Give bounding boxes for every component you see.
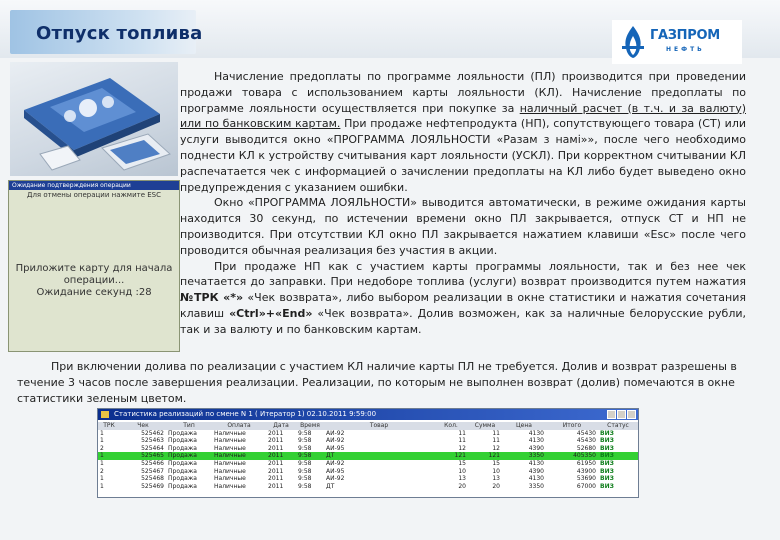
- column-header[interactable]: ТРК: [98, 422, 120, 430]
- table-cell-time: 9:58: [298, 429, 312, 437]
- table-cell-time: 9:58: [296, 452, 324, 460]
- table-cell-pay: Наличные: [214, 467, 246, 475]
- ctrl-end-combination: «Ctrl»+«End»: [229, 306, 313, 320]
- table-cell-pay: Наличные: [212, 452, 266, 460]
- table-row[interactable]: [98, 430, 638, 438]
- table-header-row: [98, 422, 638, 430]
- table-cell-date: 2011: [268, 475, 284, 483]
- table-cell-pay: Наличные: [214, 482, 246, 490]
- table-cell-check: 525463: [141, 437, 164, 445]
- table-cell-qty: 20: [458, 482, 466, 490]
- table-cell-sum: 121: [468, 452, 502, 460]
- table-cell-time: 9:58: [298, 444, 312, 452]
- maximize-button[interactable]: [617, 410, 626, 419]
- table-cell-product: ДТ: [324, 452, 434, 460]
- table-cell-pay: Наличные: [214, 459, 246, 467]
- table-cell-price: 4130: [528, 459, 544, 467]
- column-header[interactable]: Итого: [546, 422, 598, 430]
- main-text-block: [180, 69, 746, 338]
- table-cell-date: 2011: [268, 459, 284, 467]
- table-cell-price: 3350: [502, 452, 546, 460]
- underlined-payment-methods: наличный расчет (в т.ч. и за валюту) или по банковским картам.: [180, 101, 746, 131]
- table-cell-qty: 13: [458, 475, 466, 483]
- table-cell-trk: 1: [100, 459, 104, 467]
- logo-subtext: НЕФТЬ: [666, 46, 705, 53]
- paragraph-refund: При продаже НП как с участием карты программы лояльности, так и без нее чек печатается до заправки. При недоборе топлива (услуги) возврат производится путем нажатия №ТРК «*» «Чек возврата», либо выбором реализации в окне статистики и нажатия сочетания клавиш «Ctrl»+«End» «Чек возврата». Долив возможен, как за наличные белорусские рубли, так и за валюту и по банковским картам.: [180, 259, 746, 336]
- trk-key-combination: №ТРК «*»: [180, 291, 244, 305]
- dialog-line-2: операции...: [63, 275, 125, 286]
- table-cell-sum: 20: [492, 482, 500, 490]
- table-row[interactable]: [98, 475, 638, 483]
- table-cell-time: 9:58: [298, 459, 312, 467]
- table-cell-status: ВИЗ: [598, 452, 638, 460]
- table-cell-price: 4130: [528, 437, 544, 445]
- table-cell-check: 525468: [141, 475, 164, 483]
- column-header[interactable]: Дата: [266, 422, 296, 430]
- table-cell-date: 2011: [266, 452, 296, 460]
- table-cell-trk: 1: [100, 482, 104, 490]
- dialog-hint: Для отмены операции нажмите ESC: [26, 191, 161, 199]
- table-cell-status: ВИЗ: [600, 482, 614, 490]
- table-cell-status: ВИЗ: [600, 444, 614, 452]
- table-cell-total: 405350: [546, 452, 598, 460]
- table-cell-product: АИ-95: [326, 444, 345, 452]
- minimize-button[interactable]: [607, 410, 616, 419]
- column-header[interactable]: Товар: [324, 422, 434, 430]
- table-cell-product: ДТ: [326, 482, 335, 490]
- table-cell-sum: 10: [492, 467, 500, 475]
- table-cell-price: 4130: [528, 429, 544, 437]
- table-cell-pay: Наличные: [214, 444, 246, 452]
- table-cell-qty: 11: [458, 429, 466, 437]
- table-cell-check: 525462: [141, 429, 164, 437]
- paragraph-top-up: При включении долива по реализации с участием КЛ наличие карты ПЛ не требуется. Долив и возврат разрешены в течение 3 часов после завершения реализации. Реализации, по которым не выполнен возврат (долив) помечаются в окне статистики зеленым цветом.: [17, 360, 737, 405]
- table-row[interactable]: [98, 460, 638, 468]
- table-cell-type: Продажа: [168, 459, 197, 467]
- table-cell-product: АИ-92: [326, 459, 345, 467]
- stats-title: Статистика реализаций по смене N 1 ( Итератор 1) 02.10.2011 9:59:00: [114, 410, 377, 418]
- table-cell-pay: Наличные: [214, 429, 246, 437]
- table-cell-total: 45430: [576, 429, 596, 437]
- column-header[interactable]: Цена: [502, 422, 546, 430]
- page-title: Отпуск топлива: [36, 23, 203, 44]
- table-cell-trk: 2: [100, 444, 104, 452]
- table-cell-type: Продажа: [168, 429, 197, 437]
- table-cell-sum: 15: [492, 459, 500, 467]
- table-cell-qty: 12: [458, 444, 466, 452]
- table-cell-qty: 11: [458, 437, 466, 445]
- table-cell-status: ВИЗ: [600, 475, 614, 483]
- table-cell-qty: 15: [458, 459, 466, 467]
- table-cell-total: 53690: [576, 475, 596, 483]
- table-cell-time: 9:58: [298, 475, 312, 483]
- table-cell-trk: 1: [100, 429, 104, 437]
- column-header[interactable]: Статус: [598, 422, 638, 430]
- table-cell-status: ВИЗ: [600, 437, 614, 445]
- column-header[interactable]: Время: [296, 422, 324, 430]
- table-cell-check: 525467: [141, 467, 164, 475]
- table-cell-trk: 1: [100, 475, 104, 483]
- table-cell-type: Продажа: [168, 482, 197, 490]
- column-header[interactable]: Чек: [120, 422, 166, 430]
- table-row[interactable]: [98, 445, 638, 453]
- table-row[interactable]: [98, 483, 638, 491]
- table-cell-pay: Наличные: [214, 475, 246, 483]
- table-cell-type: Продажа: [168, 475, 197, 483]
- table-cell-check: 525469: [141, 482, 164, 490]
- table-cell-status: ВИЗ: [600, 459, 614, 467]
- table-cell-date: 2011: [268, 467, 284, 475]
- window-app-icon: [101, 411, 109, 418]
- paragraph-loyalty-window: Окно «ПРОГРАММА ЛОЯЛЬНОСТИ» выводится автоматически, в режиме ожидания карты находится 30 секунд, по истечении времени окно ПЛ закрывается, отпуск СТ и НП не производится. При отсутствии КЛ окно ПЛ закрывается нажатием клавиши «Esc» после чего проводится обычная реализация без участия в акции.: [180, 196, 746, 257]
- table-cell-trk: 1: [100, 437, 104, 445]
- table-cell-total: 52680: [576, 444, 596, 452]
- table-cell-sum: 11: [492, 429, 500, 437]
- table-cell-price: 4130: [528, 475, 544, 483]
- table-cell-check: 525464: [141, 444, 164, 452]
- table-cell-product: АИ-92: [326, 437, 345, 445]
- column-header[interactable]: Кол.: [434, 422, 468, 430]
- table-cell-pay: Наличные: [214, 437, 246, 445]
- table-cell-date: 2011: [268, 437, 284, 445]
- gazprom-neft-logo: [612, 20, 742, 64]
- dialog-message: [9, 263, 179, 299]
- paragraph-prepayment: Начисление предоплаты по программе лояльности (ПЛ) производится при проведении продажи товара с использованием карты лояльности (КЛ). Начисление предоплаты по программе лояльности осуществляется при покупке за наличный расчет (в т.ч. и за валюту) или по банковским картам. При продаже нефтепродукта (НП), сопутствующего товара (СТ) или услуги выводится окно «ПРОГРАММА ЛОЯЛЬНОСТИ «Разам з намі»», после чего необходимо поднести КЛ к устройству считывания карт лояльности (УСКЛ). При корректном считывании КЛ распечатается чек с информацией о зачислении предоплаты на КЛ либо будет выведено окно предупреждения с указанием ошибки.: [180, 70, 747, 194]
- table-cell-sum: 13: [492, 475, 500, 483]
- table-cell-status: ВИЗ: [600, 429, 614, 437]
- table-cell-date: 2011: [268, 444, 284, 452]
- table-cell-product: АИ-95: [326, 467, 345, 475]
- table-cell-total: 43900: [576, 467, 596, 475]
- table-cell-qty: 121: [434, 452, 468, 460]
- table-cell-type: Продажа: [166, 452, 212, 460]
- table-cell-time: 9:58: [298, 467, 312, 475]
- table-cell-product: АИ-92: [326, 475, 345, 483]
- column-header[interactable]: Оплата: [212, 422, 266, 430]
- table-cell-sum: 12: [492, 444, 500, 452]
- table-cell-date: 2011: [268, 482, 284, 490]
- table-cell-check: 525465: [120, 452, 166, 460]
- table-row[interactable]: [98, 437, 638, 445]
- table-cell-total: 67000: [576, 482, 596, 490]
- table-cell-price: 4390: [528, 467, 544, 475]
- table-row[interactable]: [98, 452, 638, 460]
- loyalty-program-dialog: [8, 180, 180, 352]
- table-cell-type: Продажа: [168, 444, 197, 452]
- close-button[interactable]: [627, 410, 636, 419]
- table-cell-type: Продажа: [168, 437, 197, 445]
- sales-table[interactable]: [98, 422, 638, 490]
- table-cell-price: 3350: [528, 482, 544, 490]
- table-cell-trk: 2: [100, 467, 104, 475]
- dialog-line-1: Приложите карту для начала: [15, 263, 173, 274]
- table-cell-total: 61950: [576, 459, 596, 467]
- logo-word: ГАЗПРОМ: [650, 28, 720, 43]
- table-row[interactable]: [98, 468, 638, 476]
- loyalty-card-reader-photo: [10, 62, 178, 176]
- table-cell-date: 2011: [268, 429, 284, 437]
- table-cell-status: ВИЗ: [600, 467, 614, 475]
- stats-title-bar: [98, 409, 638, 420]
- column-header[interactable]: Тип: [166, 422, 212, 430]
- table-cell-qty: 10: [458, 467, 466, 475]
- table-cell-total: 45430: [576, 437, 596, 445]
- dialog-countdown: Ожидание секунд :28: [36, 287, 152, 298]
- table-cell-trk: 1: [98, 452, 120, 460]
- table-cell-type: Продажа: [168, 467, 197, 475]
- table-cell-time: 9:58: [298, 437, 312, 445]
- flame-icon: [618, 24, 648, 60]
- table-cell-sum: 11: [492, 437, 500, 445]
- table-cell-time: 9:58: [298, 482, 312, 490]
- table-cell-price: 4390: [528, 444, 544, 452]
- dialog-title-bar: Ожидание подтверждения операции: [9, 181, 179, 190]
- table-cell-product: АИ-92: [326, 429, 345, 437]
- table-cell-check: 525466: [141, 459, 164, 467]
- column-header[interactable]: Сумма: [468, 422, 502, 430]
- sales-statistics-window: [97, 408, 639, 498]
